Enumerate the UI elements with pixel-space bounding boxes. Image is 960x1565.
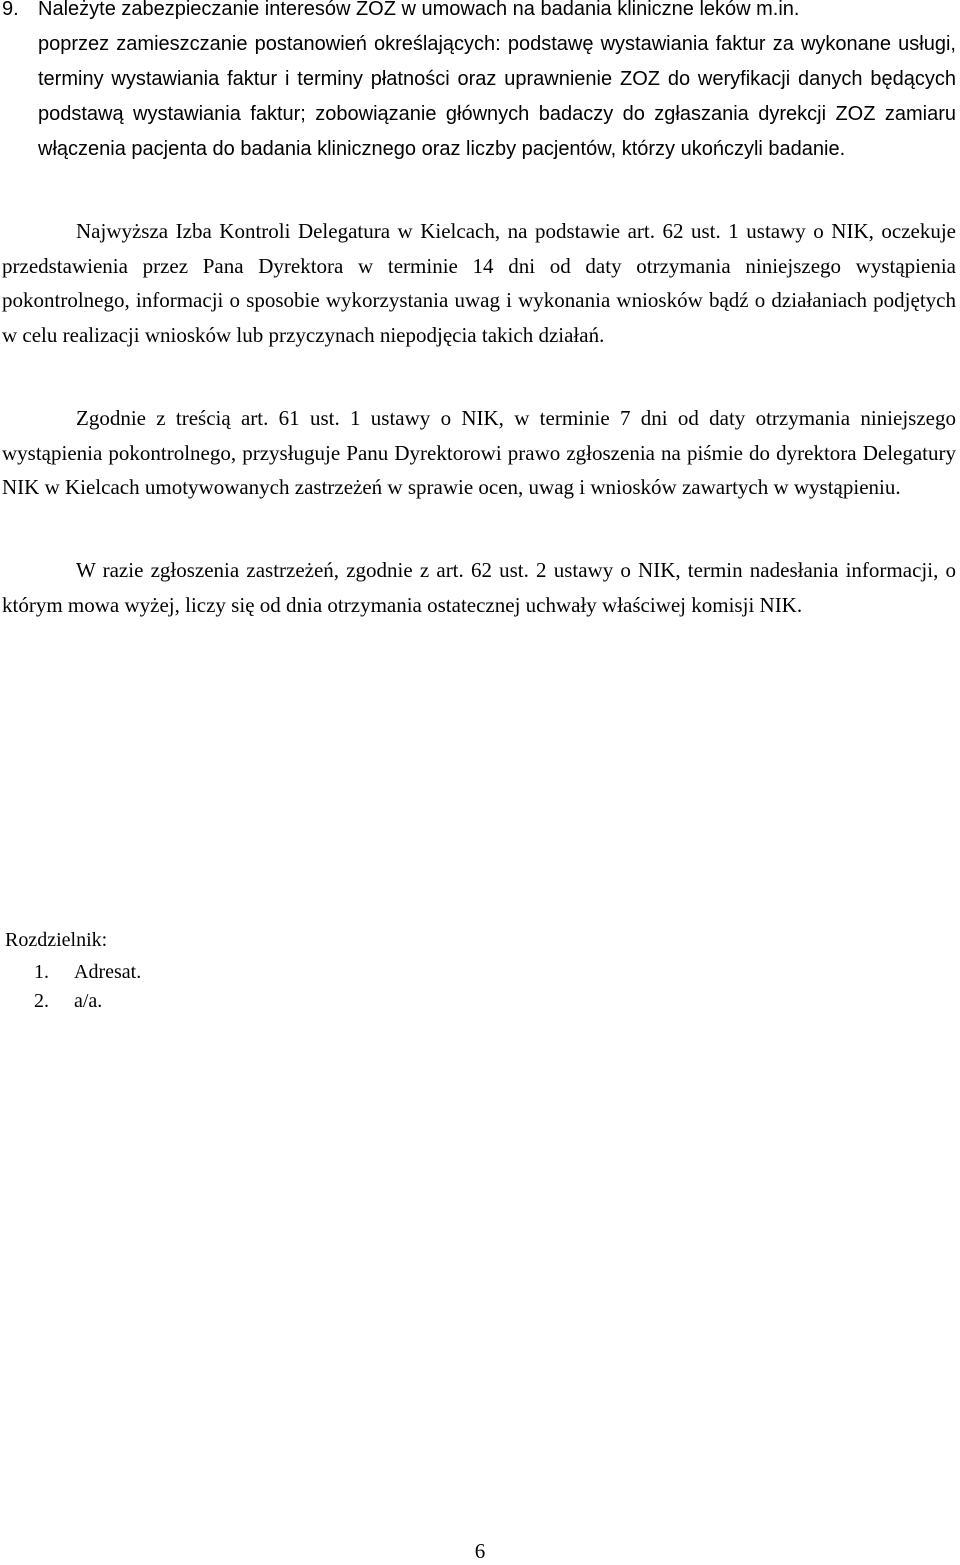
page-number: 6 xyxy=(474,1539,486,1563)
list-item xyxy=(34,958,141,987)
objection-deadline-section xyxy=(2,553,956,622)
objection-right-section xyxy=(2,401,956,505)
recommendation-title: Należyte zabezpieczanie interesów ZOZ w umowach na badania kliniczne leków m.in. xyxy=(38,0,800,20)
recommendation-item-9 xyxy=(2,0,956,167)
objection-right-paragraph: Zgodnie z treścią art. 61 ust. 1 ustawy o NIK, w terminie 7 dni od daty otrzymania niniejszego wystąpienia pokontrolnego, przysługuje Panu Dyrektorowi prawo zgłoszenia na piśmie do dyrektora Delegatury NIK w Kielcach umotywowanych zastrzeżeń w sprawie ocen, uwag i wniosków zawartych w wystąpieniu. xyxy=(2,406,956,499)
nik-request-section xyxy=(2,214,956,352)
distribution-heading: Rozdzielnik: xyxy=(5,929,108,951)
nik-request-paragraph: Najwyższa Izba Kontroli Delegatura w Kielcach, na podstawie art. 62 ust. 1 ustawy o NIK, oczekuje przedstawienia przez Pana Dyrektora w terminie 14 dni od daty otrzymania niniejszego wystąpienia pokontrolnego, informacji o sposobie wykorzystania uwag i wykonania wniosków bądź o działaniach podjętych w celu realizacji wniosków lub przyczynach niepodjęcia takich działań. xyxy=(2,219,956,347)
list-item xyxy=(34,987,141,1016)
recommendation-body: poprzez zamieszczanie postanowień określających: podstawę wystawiania faktur za wykonane usługi, terminy wystawiania faktur i terminy płatności oraz uprawnienie ZOZ do weryfikacji danych będących podstawą wystawiania faktur; zobowiązanie głównych badaczy do zgłaszania dyrekcji ZOZ zamiaru włączenia pacjenta do badania klinicznego oraz liczby pacjentów, którzy ukończyli badanie. xyxy=(38,33,956,160)
list-item-label: Adresat. xyxy=(74,961,142,983)
objection-deadline-paragraph: W razie zgłoszenia zastrzeżeń, zgodnie z art. 62 ust. 2 ustawy o NIK, termin nadesłania informacji, o którym mowa wyżej, liczy się od dnia otrzymania ostatecznej uchwały właściwej komisji NIK. xyxy=(2,558,956,617)
distribution-list xyxy=(34,958,141,1016)
list-item-label: a/a. xyxy=(74,990,103,1012)
list-item-number: 2. xyxy=(34,990,49,1012)
recommendation-number: 9. xyxy=(2,0,19,20)
recommendation-heading xyxy=(2,0,956,27)
list-item-number: 1. xyxy=(34,961,49,983)
